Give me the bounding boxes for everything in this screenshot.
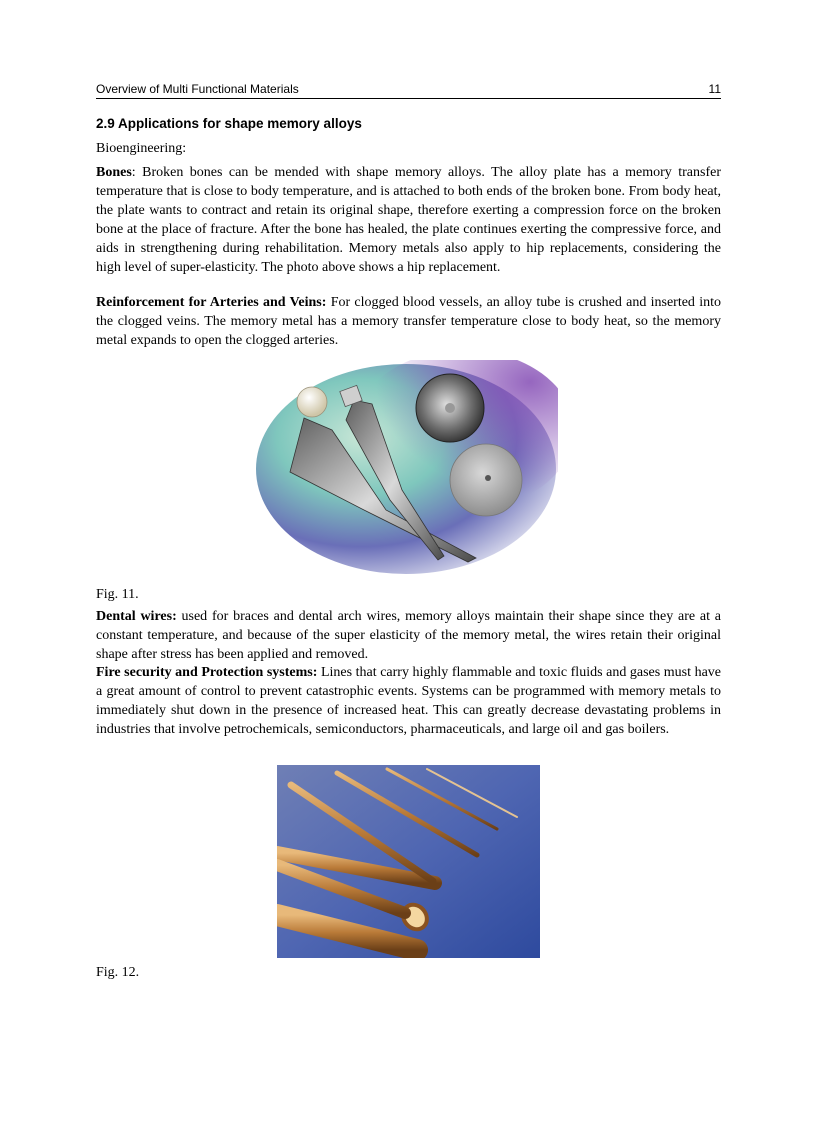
section-heading: 2.9 Applications for shape memory alloys — [96, 116, 362, 131]
paragraph-text: used for braces and dental arch wires, memory alloys maintain their shape since they are at a constant temperature, and because of the super elasticity of the memory metal, the wires retain their original shape after stress has been applied and removed. — [96, 609, 721, 662]
paragraph-lead: Fire security and Protection systems: — [96, 665, 318, 680]
hip-replacement-illustration — [254, 360, 558, 578]
paragraph-bones — [96, 164, 721, 277]
paragraph-lead: Dental wires: — [96, 609, 177, 624]
paragraph-dental-wires — [96, 608, 721, 665]
running-header-title: Overview of Multi Functional Materials — [96, 82, 299, 96]
header-rule — [96, 98, 721, 99]
running-header — [96, 82, 721, 98]
paragraph-lead: Reinforcement for Arteries and Veins: — [96, 295, 327, 310]
memory-metal-tubes-photo — [277, 765, 540, 958]
tubes-illustration — [277, 765, 540, 958]
figure-11-caption: Fig. 11. — [96, 587, 139, 602]
paragraph-text: Lines that carry highly flammable and toxic fluids and gases must have a great amount of control to prevent catastrophic events. Systems can be programmed with memory metals to immediately shut down in the presence of increased heat. This can greatly decrease devastating problems in industries that involve petrochemicals, semiconductors, pharmaceuticals, and large oil and gas boilers. — [96, 665, 722, 737]
paragraph-fire-security — [96, 664, 721, 740]
paragraph-arteries — [96, 294, 721, 351]
paragraph-text: : Broken bones can be mended with shape memory alloys. The alloy plate has a memory transfer temperature that is close to body temperature, and is attached to both ends of the broken bone. From body heat, the plate wants to contract and retain its original shape, therefore exerting a compression force on the broken bone at the place of fracture. After the bone has healed, the plate continues exerting the compressive force, and aids in strengthening during rehabilitation. Memory metals also apply to hip replacements, considering the high level of super-elasticity. The photo above shows a hip replacement. — [96, 165, 721, 275]
section-subheading: Bioengineering: — [96, 141, 187, 156]
figure-12-caption: Fig. 12. — [96, 965, 140, 980]
page-number: 11 — [708, 82, 721, 96]
hip-replacement-photo — [254, 360, 558, 578]
paragraph-lead: Bones — [96, 165, 132, 180]
paragraph-text: For clogged blood vessels, an alloy tube is crushed and inserted into the clogged veins. The memory metal has a memory transfer temperature close to body heat, so the memory metal expands to open the clogged arteries. — [96, 295, 721, 348]
